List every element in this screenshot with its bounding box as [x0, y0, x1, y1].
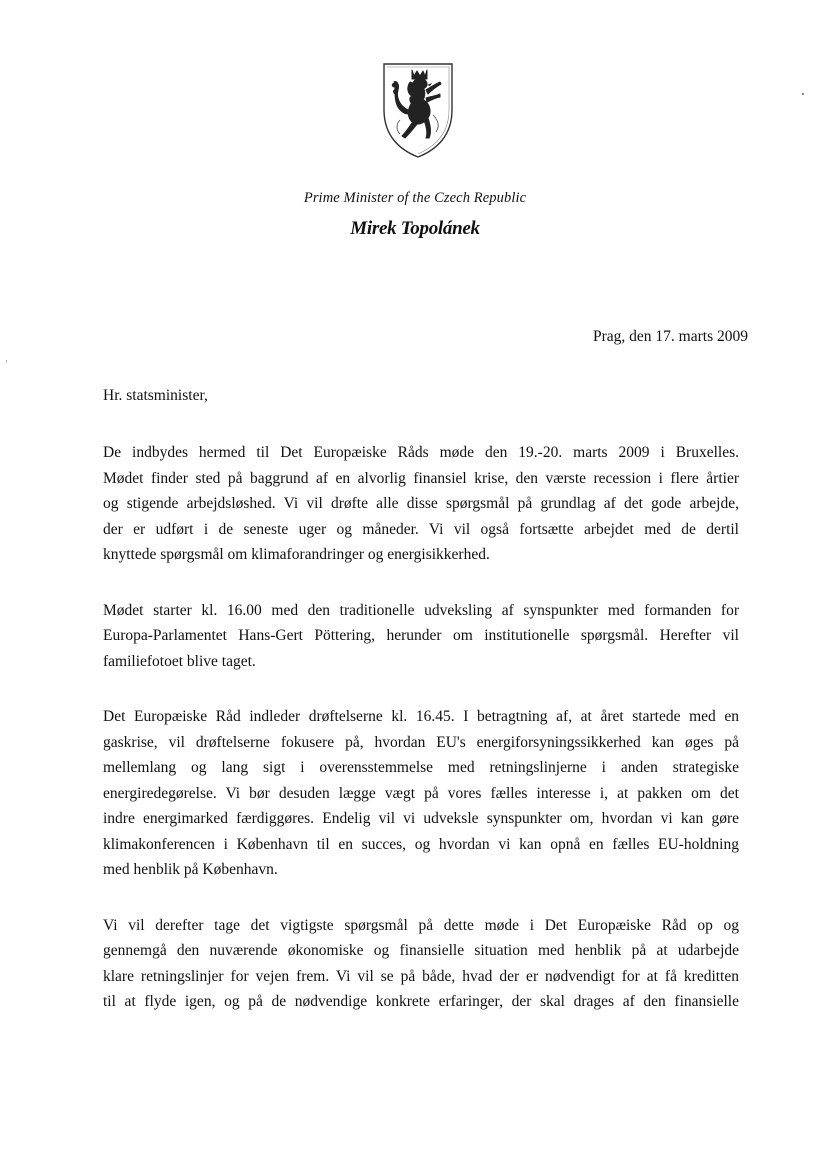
paragraph-schedule [103, 598, 739, 675]
paragraph-economy [103, 913, 739, 1015]
coat-of-arms-icon [378, 60, 458, 160]
text-line: knyttede spørgsmål om klimaforandringer og energisikkerhed. [103, 546, 490, 563]
text-line: Vi vil derefter tage det vigtigste spørgsmål på dette møde i Det Europæiske Råd op og [103, 916, 739, 934]
text-line: Det Europæiske Råd indleder drøftelserne kl. 16.45. I betragtning af, at året startede med en [103, 708, 739, 725]
text-line: med henblik på København. [103, 861, 278, 878]
scan-speck [802, 93, 804, 95]
date-line: Prag, den 17. marts 2009 [593, 328, 748, 345]
text-line: energiredegørelse. Vi bør desuden lægge vægt på vores fælles interesse i, at pakken om det [103, 784, 739, 802]
text-line: og stigende arbejdsløshed. Vi vil drøfte alle disse spørgsmål på grundlag af det gode arbejde, [103, 495, 739, 512]
letterhead-title: Prime Minister of the Czech Republic [303, 190, 527, 206]
text-line: klare retningslinjer for vejen frem. Vi vil se på både, hvad der er nødvendigt for at få kreditten [103, 967, 739, 985]
text-line: De indbydes hermed til Det Europæiske Råds møde den 19.-20. marts 2009 i Bruxelles. [103, 444, 739, 461]
text-line: Mødet starter kl. 16.00 med den traditionelle udveksling af synspunkter med formanden for [103, 601, 739, 619]
text-line: gaskrise, vil drøftelserne fokusere på, hvordan EU's energiforsyningssikkerhed kan øges på [103, 733, 739, 751]
text-line: Mødet finder sted på baggrund af en alvorlig finansiel krise, den værste recession i flere årtier [103, 469, 739, 487]
letter-body [103, 440, 739, 1045]
text-line: familiefotoet blive taget. [103, 652, 256, 670]
text-line: til at flyde igen, og på de nødvendige konkrete erfaringer, der skal drages af den finansielle [103, 993, 739, 1010]
paragraph-energy [103, 704, 739, 883]
text-line: gennemgå den nuværende økonomiske og finansielle situation med henblik på at udarbejde [103, 942, 739, 959]
text-line: indre energimarked færdiggøres. Endelig vil vi udveksle synspunkter om, hvordan vi kan gøre [103, 810, 739, 827]
text-line: klimakonferencen i København til en succes, og hvordan vi kan opnå en fælles EU-holdning [103, 835, 739, 853]
text-line: Europa-Parlamentet Hans-Gert Pöttering, herunder om institutionelle spørgsmål. Herefter vil [103, 627, 739, 644]
scan-speck [6, 360, 7, 363]
text-line: mellemlang og lang sigt i overensstemmelse med retningslinjerne i anden strategiske [103, 759, 739, 776]
salutation: Hr. statsminister, [103, 387, 208, 404]
paragraph-invitation [103, 440, 739, 568]
letterhead-name: Mirek Topolánek [350, 218, 480, 239]
text-line: der er udført i de seneste uger og måneder. Vi vil også fortsætte arbejdet med de dertil [103, 520, 739, 538]
